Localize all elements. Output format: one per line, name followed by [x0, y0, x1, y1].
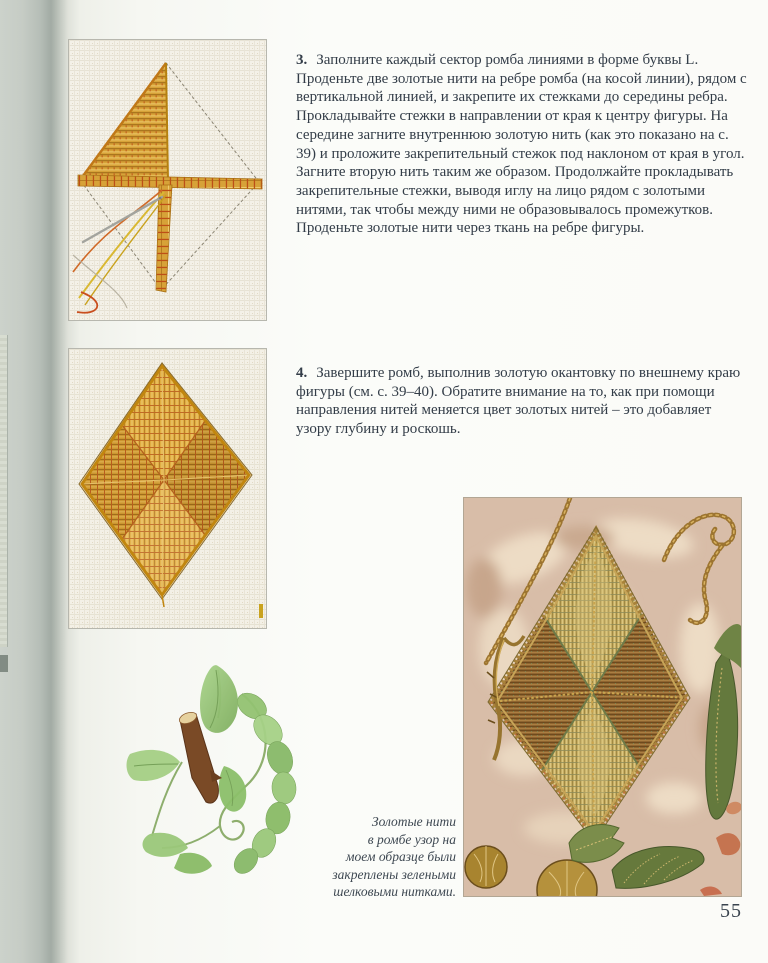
caption-line: в ромбе узор на [367, 831, 456, 847]
step3-text: Заполните каждый сектор ромба линиями в форме буквы L. Проденьте две золотые нити на ребре ромба (на косой линии), рядом с вертикальной линией, и закрепите их стежками до середины ребра. Прокладывайте стежки в направлении от края к центру фигуры. На середине загните внутреннюю золотую нить (как это показано на с. 39) и проложите закрепительный стежок под наклоном от края в угол. Загните вторую нить таким же образом. Продолжайте прокладывать закрепительные стежки, выводя иглу на лицо рядом с золотыми нитями, так чтобы между ними не образовывалось промежутков. Проденьте золотые нити через ткань на ребре фигуры. [296, 52, 747, 237]
caption-line: моем образце были [345, 849, 456, 865]
caption-line: шелковыми нитками. [333, 884, 456, 900]
caption-line: закреплены зелеными [332, 866, 456, 882]
step3-number: 3. [296, 52, 308, 68]
photo-step3-graphic [69, 40, 266, 320]
facing-page-sliver [0, 335, 8, 647]
photo-caption [300, 813, 456, 901]
step4-paragraph [296, 364, 750, 439]
leaves [127, 665, 247, 874]
photo-step3-in-progress [69, 40, 266, 320]
photo-finished-goldwork [464, 498, 741, 896]
facing-page-mark [0, 655, 8, 672]
step4-text: Завершите ромб, выполнив золотую окантовку по внешнему краю фигуры (см. с. 39–40). Обратите внимание на то, как при помощи направления нитей меняется цвет золотых нитей – это добавляет узору глубину и роскошь. [296, 365, 741, 438]
photo-step4-graphic [69, 349, 266, 628]
step3-paragraph [296, 51, 750, 238]
photo-step4-finished-rhombus [69, 349, 266, 628]
main-photo-graphic [464, 498, 741, 896]
caption-line: Золотые нити [371, 814, 456, 829]
step4-number: 4. [296, 365, 308, 381]
page-number: 55 [720, 900, 742, 922]
stray-gold-thread [259, 604, 263, 618]
